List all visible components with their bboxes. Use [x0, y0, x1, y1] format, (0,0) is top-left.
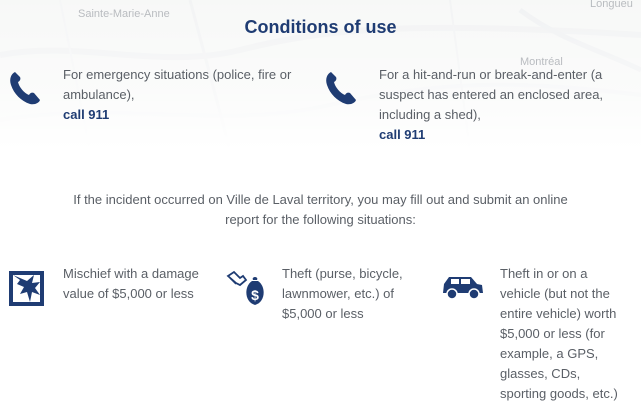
car-icon: [441, 274, 485, 302]
situation-vehicle-theft: [500, 264, 630, 401]
emergency-info: [379, 65, 609, 145]
online-report-intro: If the incident occurred on Ville de Laval territory, you may fill out and submit an online report for the following situations:: [73, 192, 568, 227]
map-label: Longueu: [590, 0, 633, 10]
situation-mischief: [63, 264, 208, 304]
phone-icon: [324, 70, 358, 106]
situation-text: Theft (purse, bicycle, lawnmower, etc.) of $5,000 or less: [282, 266, 403, 321]
situation-text: Theft in or on a vehicle (but not the entire vehicle) worth $5,000 or less (for example, a GPS, glasses, CDs, sporting goods, etc.): [500, 266, 618, 401]
emergency-info: [63, 65, 303, 125]
call-911-text: call 911: [63, 107, 110, 122]
map-label: Montréal: [520, 56, 563, 68]
svg-text:$: $: [251, 287, 259, 303]
phone-icon: [8, 70, 42, 106]
call-911-text: call 911: [379, 127, 426, 142]
situation-text: Mischief with a damage value of $5,000 or less: [63, 266, 199, 301]
stolen-money-icon: [226, 270, 268, 308]
emergency-text: For a hit-and-run or break-and-enter (a suspect has entered an enclosed area, including a shed),: [379, 67, 604, 122]
broken-window-icon: [8, 270, 45, 307]
situation-theft: [282, 264, 412, 324]
emergency-text: For emergency situations (police, fire or ambulance),: [63, 67, 292, 102]
map-label: Sainte-Marie-Anne: [78, 8, 170, 20]
page-title: Conditions of use: [244, 17, 397, 37]
